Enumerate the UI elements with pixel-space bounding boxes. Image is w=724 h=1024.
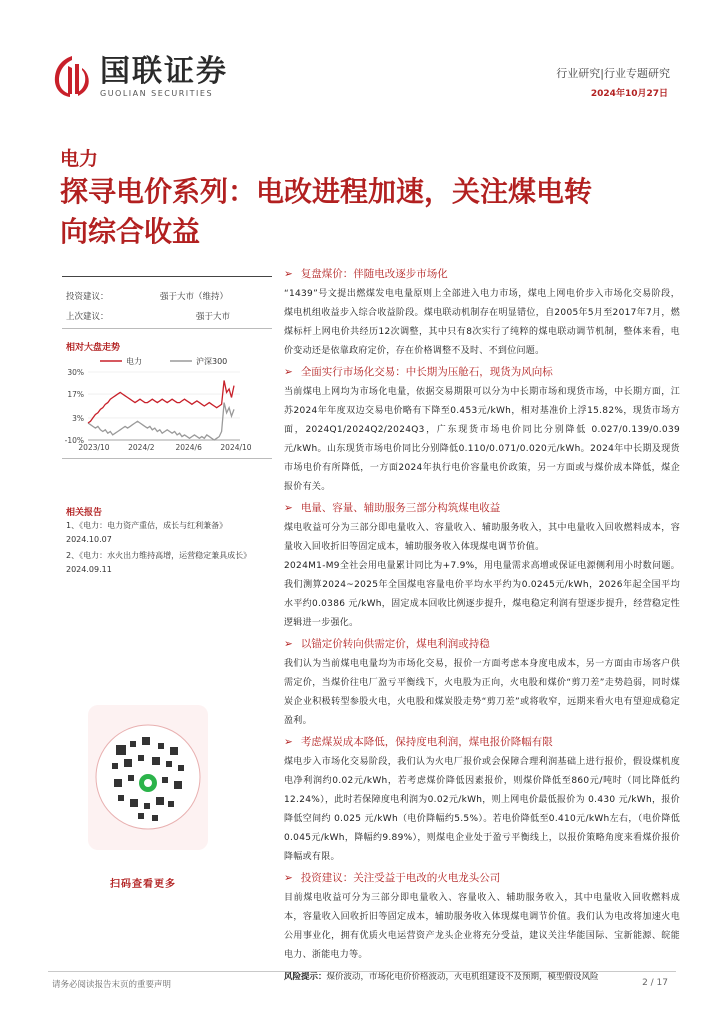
y-tick-label: 17% [67,390,84,400]
guolian-logo-icon [52,54,92,98]
section-paragraph: 我们认为当前煤电电量均为市场化交易，报价一方面考虑本身度电成本，另一方面由市场客户供需定价，当煤价往电厂盈亏平衡线下，火电股为正向，火电股和煤价“剪刀差”走势趋弱，同时煤炭企业积极转型参股火电，火电股和煤炭股走势“剪刀差”或将收窄，远期来看火电有望迎成稳定盈利。 [284,659,680,726]
summary-section [284,363,680,497]
qr-caption: 扫码查看更多 [110,879,176,890]
arrow-bullet-icon: ➢ [284,502,293,514]
related-reports-title: 相关报告 [66,508,103,518]
rating-current-label: 投资建议： [66,292,109,302]
risk-text: 煤价波动，市场化电价价格波动，火电机组建设不及预期，模型假设风险 [326,972,599,982]
section-paragraph: “1439”号文提出燃煤发电电量原则上全部进入电力市场，煤电上网电价步入市场化交易阶段，煤电机组收益步入综合收益阶段。煤电联动机制存在明显错位，自2005年5月至2017年7月，燃煤标杆上网电价共经历12次调整，其中只有8次实行了纯粹的煤电联动调节机制，整体来看，电价变动还是依靠政府定价，存在价格调整不及时、不到位问题。 [284,289,680,356]
legend-label: 电力 [126,357,142,366]
arrow-bullet-icon: ➢ [284,872,293,884]
y-tick-label: 30% [67,368,84,377]
series-line-power [88,381,234,424]
section-heading: ➢ 全面实行市场化交易：中长期为压舱石，现货为风向标 [284,366,553,378]
divider [62,328,272,329]
chart-title: 相对大盘走势 [66,343,121,353]
summary-column [284,263,680,986]
summary-section [284,499,680,633]
x-tick-label: 2023/10 [78,443,110,452]
divider [62,276,272,277]
divider [62,458,272,459]
section-paragraph: 当前煤电上网均为市场化电量，依据交易期限可以分为中长期市场和现货市场，中长期方面，江苏2024年年度双边交易电价略有下降至0.453元/kWh，相对基准价上浮15.82%，现货市场方面，2024Q1/2024Q2/2024Q3，广东现货市场电价同比分别降低 0.027/0.139/0.039 元/kWh。山东现货市场电价同比分别降低0.110/0.071/0.020元/kWh。2024年中长期及现货市场电价有所降低，一方面2024年执行电价容量电价政策，另一方面或与煤价成本降低，煤企报价有关。 [284,387,680,492]
x-tick-label: 2024/6 [175,443,202,452]
report-title [60,172,700,252]
rating-current-value: 强于大市（维持） [160,292,229,302]
section-heading: ➢ 投资建议：关注受益于电改的火电龙头公司 [284,872,501,884]
legend-label: 沪深300 [196,357,228,366]
summary-section [284,733,680,867]
arrow-bullet-icon: ➢ [284,638,293,650]
footer-disclaimer[interactable]: 请务必阅读报告末页的重要声明 [52,980,172,990]
y-tick-label: -10% [64,436,84,445]
brand-name-en: GUOLIAN SECURITIES [100,89,214,98]
page-number: 2 / 17 [642,978,668,988]
section-heading: ➢ 复盘煤价：伴随电改逐步市场化 [284,268,448,280]
brand-name-cn: 国联证券 [100,54,228,89]
title-line-1: 探寻电价系列：电改进程加速，关注煤电转 [60,175,593,208]
rating-prev-label: 上次建议： [66,312,109,322]
sector-label: 电力 [60,148,99,170]
section-paragraph: 2024M1-M9全社会用电量累计同比为+7.9%，用电量需求高增或保证电源侧利用小时数问题。我们测算2024~2025年全国煤电容量电价平均水平约为0.0245元/kWh，2026年起全国平均水平约0.0386 元/kWh，固定成本回收比例逐步提升，煤电稳定利润有望逐步提升，经营稳定性逻辑进一步强化。 [284,561,680,628]
risk-label: 风险提示： [284,972,327,982]
section-paragraph: 煤电收益可分为三部分即电量收入、容量收入、辅助服务收入，其中电量收入回收燃料成本，容量收入回收折旧等固定成本，辅助服务收入体现煤电调节价值。 [284,523,680,552]
x-tick-label: 2024/10 [220,443,252,452]
title-line-2: 向综合收益 [60,215,201,248]
footer-divider [48,971,676,972]
related-report-item[interactable]: 2、《电力：水火出力维持高增，运营稳定兼具成长》2024.09.11 [66,551,248,574]
series-line-csi300 [88,403,234,440]
qr-code-icon[interactable] [88,705,208,850]
section-heading: ➢ 电量、容量、辅助服务三部分构筑煤电收益 [284,502,501,514]
report-category: 行业研究|行业专题研究 [556,67,670,80]
y-tick-label: 3% [72,413,84,423]
rating-prev-value: 强于大市 [196,312,231,322]
arrow-bullet-icon: ➢ [284,736,293,748]
arrow-bullet-icon: ➢ [284,268,293,280]
section-heading: ➢ 考虑煤炭成本降低，保持度电利润，煤电报价降幅有限 [284,736,553,748]
report-date: 2024年10月27日 [590,89,668,99]
summary-section [284,869,680,965]
x-tick-label: 2024/2 [128,443,155,452]
arrow-bullet-icon: ➢ [284,366,293,378]
summary-section [284,635,680,731]
section-paragraph: 目前煤电收益可分为三部分即电量收入、容量收入、辅助服务收入，其中电量收入回收燃料成本，容量收入回收折旧等固定成本，辅助服务收入体现煤电调节价值。我们认为电改将加速火电公用事业化，拥有优质火电运营资产龙头企业将充分受益，建议关注华能国际、宝新能源、皖能电力、浙能电力等。 [284,893,680,960]
section-heading: ➢ 以锚定价转向供需定价，煤电利润或持稳 [284,638,490,650]
related-report-item[interactable]: 1、《电力：电力资产重估，成长与红利兼备》2024.10.07 [66,521,228,544]
section-paragraph: 煤电步入市场化交易阶段，我们认为火电厂报价或会保障合理利润基础上进行报价，假设煤机度电净利润约0.02元/kWh，若考虑煤价降低因素报价，则煤价降低至860元/吨时（同比降低约12.24%），此时若保障度电利润为0.02元/kWh，则上网电价最低报价为 0.430 元/kWh，报价降低空间约 0.025 元/kWh（电价降幅约5.5%）。若电价降低至0.410元/kWh左右，（电价降低0.045元/kWh，降幅约9.89%），则煤电企业处于盈亏平衡线上，以报价策略角度来看煤价报价降幅或有限。 [284,757,680,862]
relative-performance-chart [60,354,252,454]
summary-section [284,265,680,361]
